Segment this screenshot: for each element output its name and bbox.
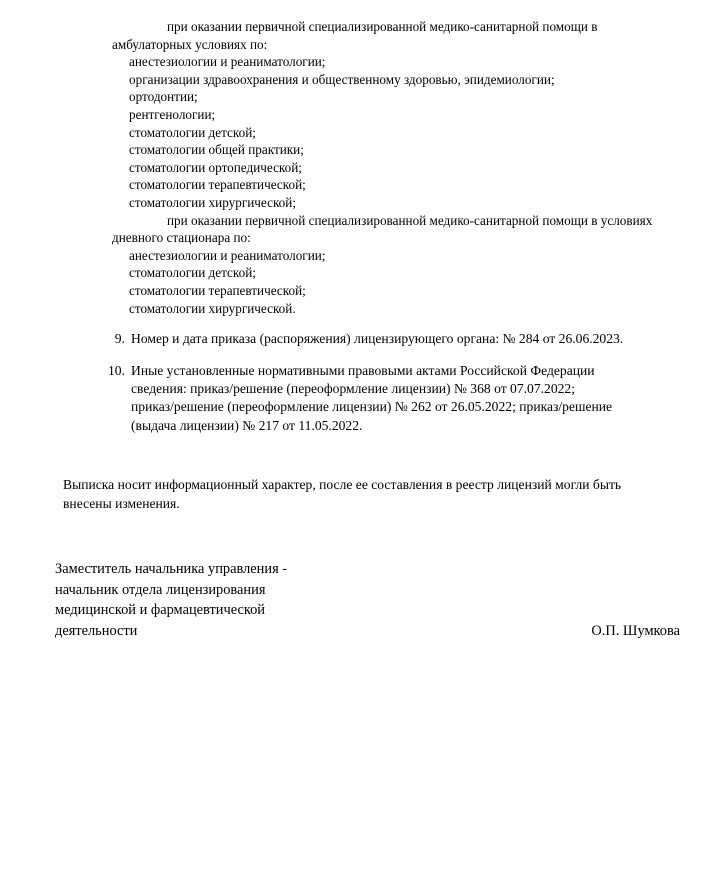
signatory-title — [55, 559, 455, 641]
intro-paragraph-line-2: амбулаторных условиях по: — [112, 36, 268, 52]
signatory-title-line: медицинской и фармацевтической — [55, 602, 265, 619]
numbered-item-9 — [55, 330, 680, 348]
list-item: стоматологии детской; — [129, 124, 256, 140]
services-outpatient-list — [55, 53, 680, 211]
item-line: Номер и дата приказа (распоряжения) лицензирующего органа: № 284 от 26.06.2023. — [131, 331, 624, 347]
list-item: стоматологии ортопедической; — [129, 159, 302, 175]
daycare-paragraph-line-1: при оказании первичной специализированной медико-санитарной помощи в условиях — [167, 212, 653, 228]
signatory-title-line: Заместитель начальника управления - — [55, 561, 288, 578]
document-body — [55, 18, 680, 645]
list-item: стоматологии общей практики; — [129, 142, 304, 158]
list-item: стоматологии хирургической. — [129, 300, 296, 316]
list-item: организации здравоохранения и общественному здоровью, эпидемиологии; — [129, 71, 555, 87]
list-item: анестезиологии и реаниматологии; — [129, 247, 326, 263]
list-item: стоматологии терапевтической; — [129, 282, 306, 298]
list-item: ортодонтии; — [129, 89, 198, 105]
signatory-title-line: деятельности — [55, 622, 138, 639]
services-daycare-list — [55, 247, 680, 317]
item-number: 9. — [114, 331, 125, 347]
item-line: Иные установленные нормативными правовыми актами Российской Федерации — [131, 362, 595, 378]
note-line-1: Выписка носит информационный характер, после ее составления в реестр лицензий могли быть — [63, 477, 622, 493]
signatory-title-line: начальник отдела лицензирования — [55, 581, 266, 598]
daycare-paragraph-line-2: дневного стационара по: — [112, 230, 251, 246]
intro-paragraph-line-1: при оказании первичной специализированной медико-санитарной помощи в — [167, 19, 598, 34]
item-text — [131, 362, 680, 436]
item-number: 10. — [108, 362, 125, 378]
list-item: рентгенологии; — [129, 106, 216, 122]
list-item: стоматологии терапевтической; — [129, 177, 306, 193]
item-line: приказ/решение (переоформление лицензии) № 262 от 26.05.2022; приказ/решение — [131, 399, 613, 415]
item-text — [131, 330, 680, 348]
signatory-name: О.П. Шумкова — [591, 623, 680, 640]
list-item: стоматологии детской; — [129, 265, 256, 281]
informational-note — [55, 475, 672, 513]
item-line: сведения: приказ/решение (переоформление лицензии) № 368 от 07.07.2022; — [131, 380, 576, 396]
note-line-2: внесены изменения. — [63, 496, 180, 512]
item-line: (выдача лицензии) № 217 от 11.05.2022. — [131, 417, 363, 433]
list-item: анестезиологии и реаниматологии; — [129, 54, 326, 70]
signature-block — [55, 559, 680, 645]
numbered-item-10 — [55, 362, 680, 436]
list-item: стоматологии хирургической; — [129, 194, 296, 210]
